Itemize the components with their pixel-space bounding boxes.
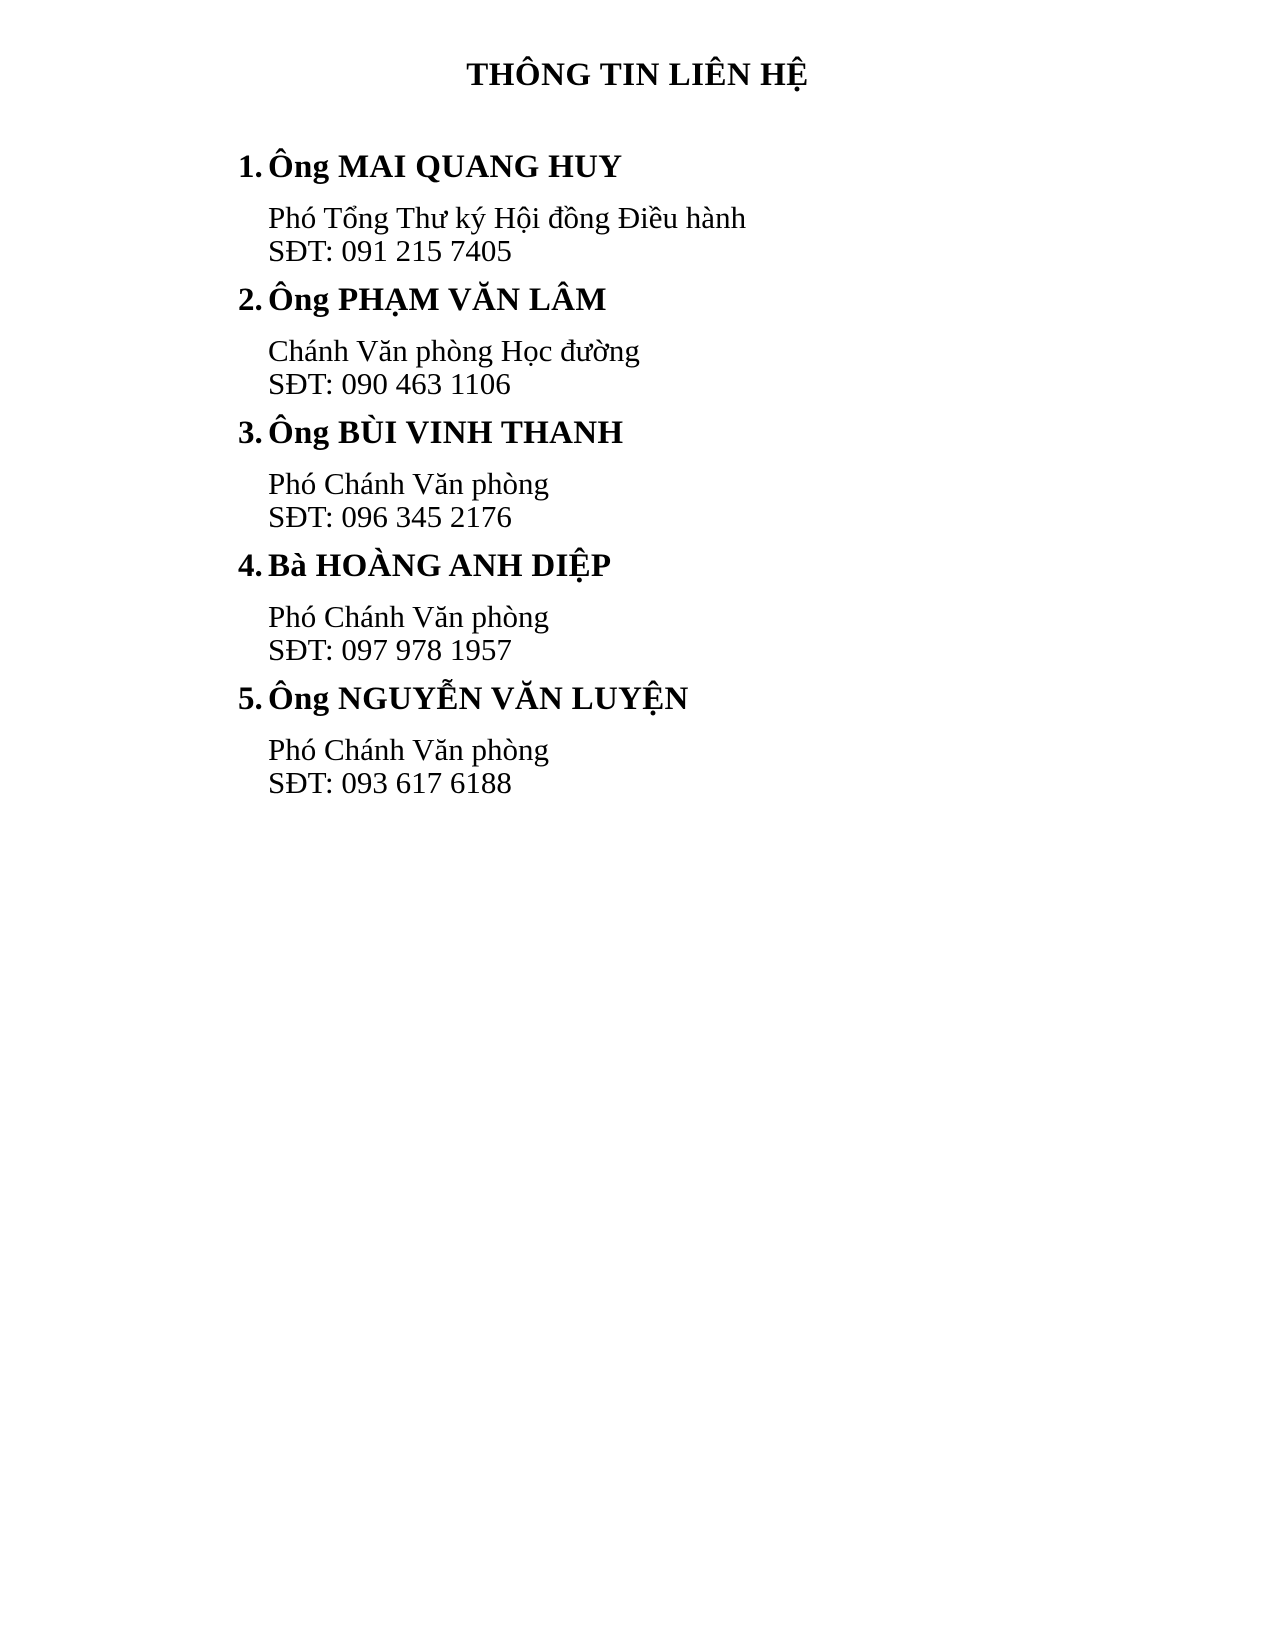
contact-list (238, 147, 1115, 799)
contact-phone: SĐT: 090 463 1106 (268, 366, 511, 401)
contact-details (268, 201, 1115, 267)
contact-heading (238, 413, 1115, 453)
contact-phone: SĐT: 096 345 2176 (268, 499, 512, 534)
contact-name: Ông BÙI VINH THANH (268, 415, 624, 451)
contact-number: 2. (238, 282, 263, 318)
contact-heading (238, 546, 1115, 586)
contact-role: Phó Chánh Văn phòng (268, 466, 550, 501)
contact-entry-1 (238, 147, 1115, 267)
contact-role: Phó Tổng Thư ký Hội đồng Điều hành (268, 200, 747, 235)
contact-role: Phó Chánh Văn phòng (268, 732, 550, 767)
contact-entry-5 (238, 679, 1115, 799)
contact-role: Chánh Văn phòng Học đường (268, 333, 640, 368)
contact-heading (238, 147, 1115, 187)
contact-name: Ông NGUYỄN VĂN LUYỆN (268, 681, 689, 717)
contact-number: 5. (238, 681, 263, 717)
contact-entry-4 (238, 546, 1115, 666)
contact-details (268, 467, 1115, 533)
contact-name: Ông PHẠM VĂN LÂM (268, 282, 607, 318)
contact-number: 4. (238, 548, 263, 584)
contact-details (268, 600, 1115, 666)
contact-heading (238, 280, 1115, 320)
page-title: THÔNG TIN LIÊN HỆ (466, 57, 809, 93)
contact-entry-2 (238, 280, 1115, 400)
contact-name: Bà HOÀNG ANH DIỆP (268, 548, 612, 584)
contact-heading (238, 679, 1115, 719)
contact-number: 3. (238, 415, 263, 451)
contact-phone: SĐT: 093 617 6188 (268, 765, 512, 800)
contact-number: 1. (238, 149, 263, 185)
contact-phone: SĐT: 097 978 1957 (268, 632, 512, 667)
contact-entry-3 (238, 413, 1115, 533)
contact-role: Phó Chánh Văn phòng (268, 599, 550, 634)
contact-phone: SĐT: 091 215 7405 (268, 233, 512, 268)
contact-name: Ông MAI QUANG HUY (268, 149, 623, 185)
contact-details (268, 733, 1115, 799)
contact-details (268, 334, 1115, 400)
